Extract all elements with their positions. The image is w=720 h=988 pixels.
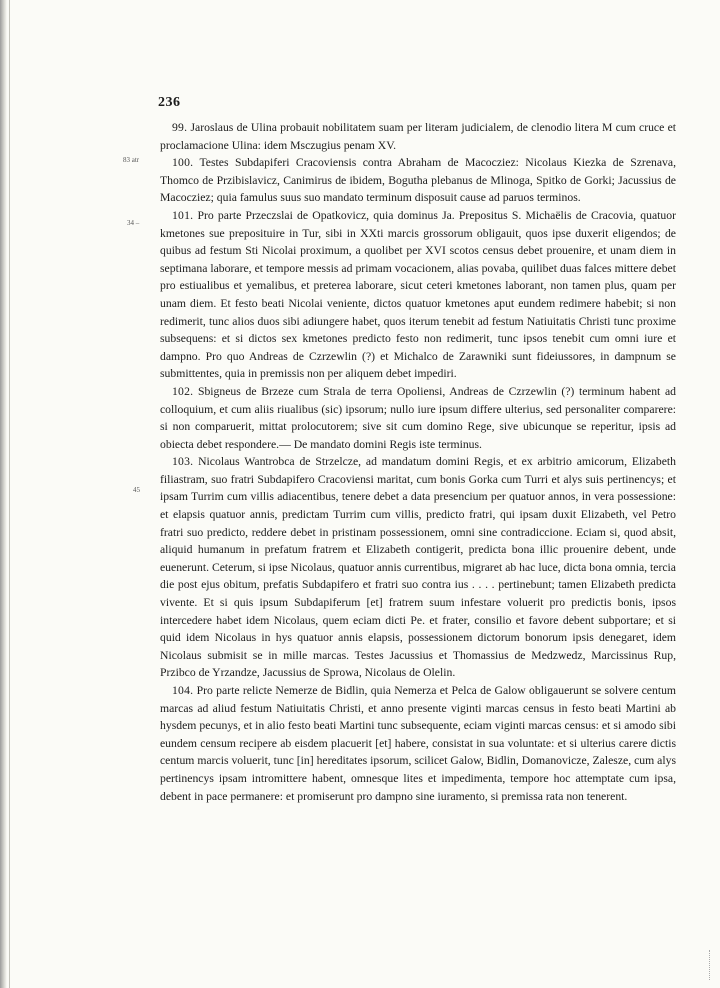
page-binding-edge (0, 0, 7, 988)
page-edge-mark (703, 950, 710, 980)
margin-note-100: 83 atr (123, 156, 140, 164)
entry-number: 100. (172, 156, 194, 170)
document-body (160, 119, 676, 805)
page-number: 236 (158, 95, 181, 110)
entry-102 (160, 383, 676, 453)
entry-number: 101. (172, 208, 194, 222)
entry-number: 103. (172, 455, 194, 469)
entry-103 (160, 453, 676, 682)
entry-99 (160, 119, 676, 154)
entry-number: 104. (172, 684, 194, 697)
margin-note-103: 45 (133, 486, 140, 494)
entry-text: Nicolaus Wantrobca de Strzelcze, ad mandatum domini Regis, et ex arbitrio amicorum, Elizabeth filiastram, suo fratri Subdapifero Cracoviensi maritat, cum bonis Gorka cum Turri et alys suis pertinencys; et ipsam Turrim cum villis adiacentibus, tenere debet a data presencium per quatuor annos, in vera possessione: et elapsis quatuor annis, predictam Turrim cum villis, predicto fratri, qui ipsam duxit Elizabeth, vel Petro fratri suo predicto, reddere debet in pristinam possessionem, omni sine contradiccione. Eciam si, quod absit, aliquid humanum in prefatum fratrem et Elizabeth contigerit, predicta bona illic prouenire debent, unde euenerunt. Ceterum, si ipse Nicolaus, quatuor annis currentibus, migraret ab hac luce, dicta bona omnia, tercia die post ejus obitum, prefatis Subdapifero et fratri suo contra ius . . . . pertinebunt; tamen Elizabeth predicta vivente. Et si quis ipsum Subdapiferum [et] fratrem suum infestare voluerit pro predictis bonis, ipsos intercedere habet idem Nicolaus, quem eciam dicti Pe. et frater, consilio et favore debent subportare; et si quid idem Nicolaus in hys quatuor annis elapsis, possessionem dictorum bonorum ipsis denegaret, idem Nicolaus submisit se in mille marcas. Testes Jacussius et Thomassius de Medzwedz, Marcissinus Rup, Przibco de Yrzandze, Jacussius de Sprowa, Nicolaus de Olelin. (160, 455, 676, 680)
entry-number: 102. (172, 384, 194, 398)
entry-100 (160, 154, 676, 207)
entry-text: Pro parte Przeczslai de Opatkovicz, quia dominus Ja. Prepositus S. Michaëlis de Cracovia, quatuor kmetones sue preposituire in Tur, sibi in XXti marcis grossorum obligauit, quos ipse duxerit eligendos; de quibus ad festum Sti Nicolai proximum, a quolibet per XVI scotos census debet prouenire, et unam diem in septimana laborare, et tempore messis ad primam vocacionem, alias povaba, quilibet duas falces mittere debet pro estiualibus et yemalibus, et preterea laborare, sicut ceteri kmetones laborant, non tamen plus, quam per unam diem. Et festo beati Nicolai veniente, dictos quatuor kmetones aput eundem redimere habebit; si non redimerit, tunc alios duos sibi adiungere habet, quos iterum tenebit ad festum Natiuitatis Christi tunc proxime subsequens: et si dictos sex kmetones predicto festo non redimerit, tunc ipsos tenebit cum omni iure et dampno. Pro quo Andreas de Czrzewlin (?) et Michalco de Zarawniki sunt fideiussores, in dampnum se submittentes, quia in premissis non per aliquem debet impediri. (160, 208, 676, 381)
entry-101 (160, 207, 676, 383)
margin-note-101: 34 – (127, 219, 140, 227)
entry-text: Pro parte relicte Nemerze de Bidlin, quia Nemerza et Pelca de Galow obligauerunt se solvere centum marcas ad aliud festum Natiuitatis Christi, et anno presente viginti marcas census in festo beati Martini ab hysdem pecunys, et in alio festo beati Martini tunc subsequente, eciam viginti marcas census: et si amodo sibi eundem censum recipere ab eisdem placuerit [et] habere, consistat in sua voluntate: et si ulterius carere dictis centum marcis voluerit, tunc [in] hereditates ipsorum, scilicet Galow, Bidlin, Domanovicze, Zalesze, cum alys pertinencys ipsam intromittere habent, omnesque lites et impedimenta, tempore hoc attemptate cum ipsa, debent in pace permanere: et promiserunt pro dampno sine iuramento, si premissa rata non tenerent. (160, 684, 677, 803)
page-binding-line (9, 0, 10, 988)
entry-text: Jaroslaus de Ulina probauit nobilitatem suam per literam judicialem, de clenodio litera M cum cruce et proclamacione Ulina: idem Msczugius penam XV. (160, 121, 676, 152)
entry-text: Sbigneus de Brzeze cum Strala de terra Opoliensi, Andreas de Czrzewlin (?) terminum habent ad colloquium, et cum aliis riualibus (sic) ipsorum; nullo iure ipsum differe ulterius, sed personaliter comparere: si non comparuerit, mittat prolocutorem; sive sit cum domino Rege, sive ubicunque se reperitur, ipsis ad obiecta debet respondere.— De mandato domini Regis iste terminus. (160, 384, 676, 451)
entry-104 (160, 682, 676, 805)
entry-number: 99. (172, 121, 188, 134)
entry-text: Testes Subdapiferi Cracoviensis contra Abraham de Macocziez: Nicolaus Kiezka de Szrenava, Thomco de Przibislavicz, Canimirus de ibidem, Bogutha plebanus de Mlinoga, Spitko de Gorki; Jacussius de Macocziez; quia famulus suus suo mandato terminum disposuit cause ad paruos terminos. (160, 156, 676, 205)
